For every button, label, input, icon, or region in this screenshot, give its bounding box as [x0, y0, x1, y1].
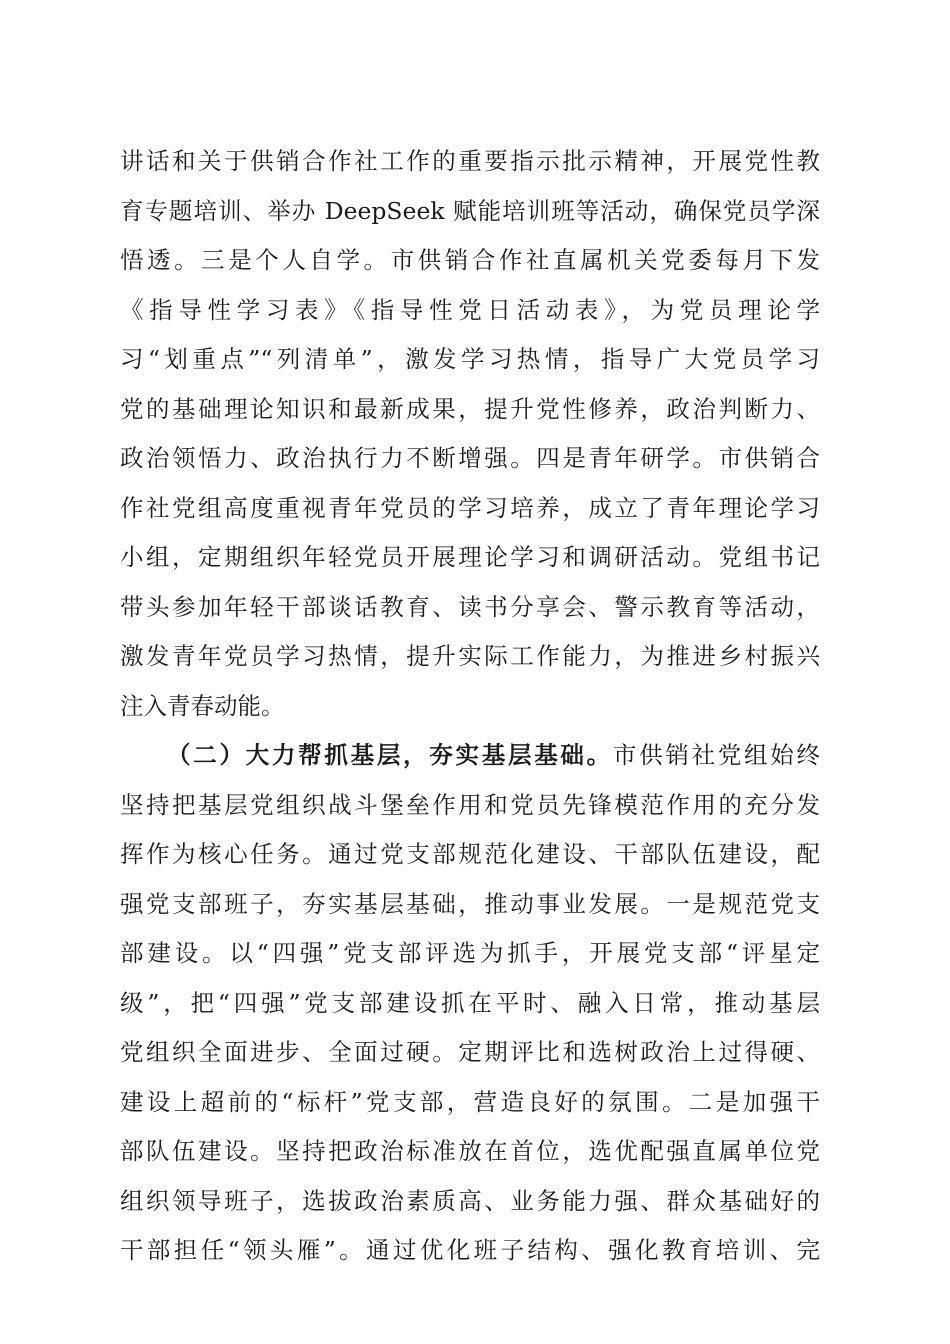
text-line: 政治领悟力、政治执行力不断增强。四是青年研学。市供销合	[120, 444, 820, 472]
text-line: 习“划重点”“列清单”，激发学习热情，指导广大党员学习	[120, 345, 820, 373]
text-line: 部队伍建设。坚持把政治标准放在首位，选优配强直属单位党	[120, 1137, 820, 1165]
section-heading: （二）大力帮抓基层，夯实基层基础。	[167, 741, 613, 769]
text-line: 级”，把“四强”党支部建设抓在平时、融入日常，推动基层	[120, 988, 820, 1017]
text-line: 《指导性学习表》《指导性党日活动表》，为党员理论学	[120, 295, 820, 324]
text-line: 讲话和关于供销合作社工作的重要指示批示精神，开展党性教	[120, 147, 820, 175]
text-line: 组织领导班子，选拔政治素质高、业务能力强、群众基础好的	[120, 1186, 820, 1215]
text-line: 带头参加年轻干部谈话教育、读书分享会、警示教育等活动，	[120, 592, 820, 621]
section-heading-rest: 市供销社党组始终	[612, 741, 821, 769]
text-line: 干部担任“领头雁”。通过优化班子结构、强化教育培训、完	[120, 1236, 820, 1264]
text-line: 悟透。三是个人自学。市供销合作社直属机关党委每月下发	[120, 246, 820, 274]
text-line: 建设上超前的“标杆”党支部，营造良好的氛围。二是加强干	[120, 1087, 820, 1116]
section-heading-line	[120, 731, 820, 781]
text-line: 小组，定期组织年轻党员开展理论学习和调研活动。党组书记	[120, 543, 820, 571]
text-line: 强党支部班子，夯实基层基础，推动事业发展。一是规范党支	[120, 889, 820, 918]
text-line: 部建设。以“四强”党支部评选为抓手，开展党支部“评星定	[120, 939, 820, 967]
text-line: 党的基础理论知识和最新成果，提升党性修养，政治判断力、	[120, 394, 820, 423]
text-line: 作社党组高度重视青年党员的学习培养，成立了青年理论学习	[120, 493, 820, 522]
text-line: 激发青年党员学习热情，提升实际工作能力，为推进乡村振兴	[120, 642, 820, 670]
text-line: 注入青春动能。	[120, 691, 285, 720]
text-line: 挥作为核心任务。通过党支部规范化建设、干部队伍建设，配	[120, 840, 820, 868]
document-body	[120, 137, 820, 1276]
text-line: 育专题培训、举办 DeepSeek 赋能培训班等活动，确保党员学深	[120, 196, 820, 225]
text-line: 党组织全面进步、全面过硬。定期评比和选树政治上过得硬、	[120, 1038, 820, 1066]
text-line: 坚持把基层党组织战斗堡垒作用和党员先锋模范作用的充分发	[120, 790, 820, 819]
